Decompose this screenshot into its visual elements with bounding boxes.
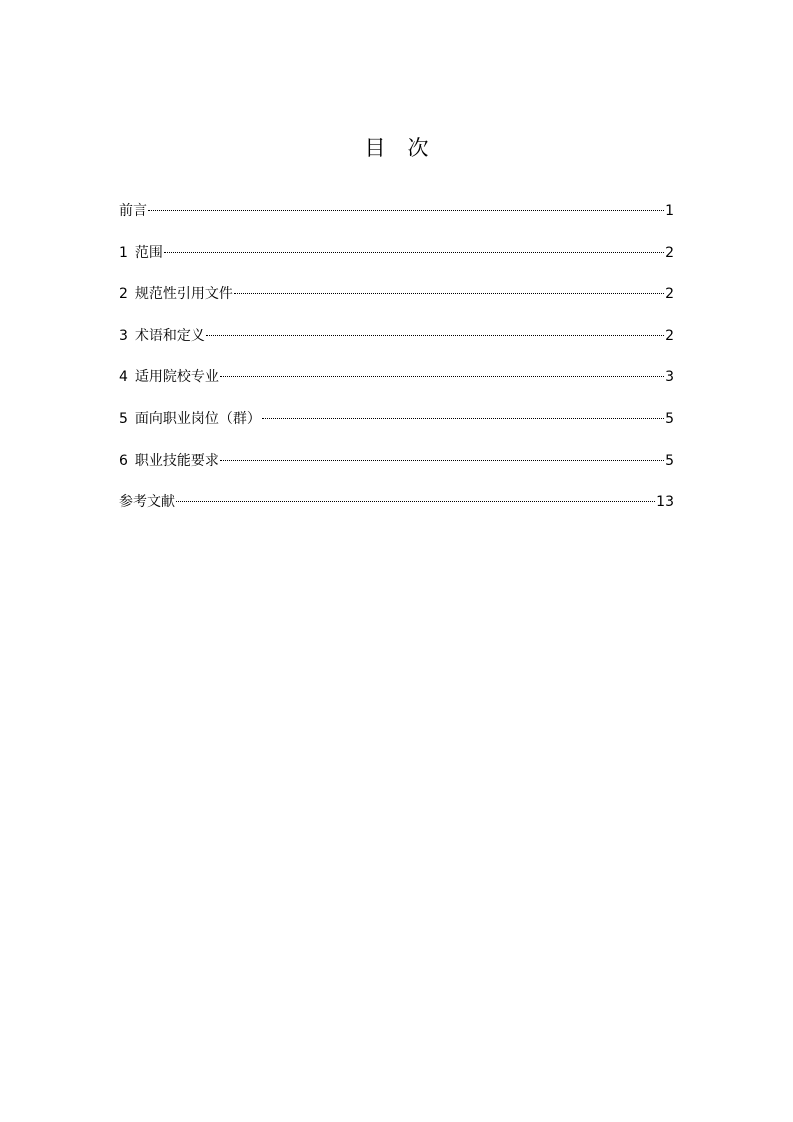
toc-entry-label: 面向职业岗位（群） xyxy=(134,410,261,427)
toc-entry-page: 13 xyxy=(656,494,674,511)
toc-entry-number: 6 xyxy=(119,452,128,469)
toc-entry-foreword[interactable] xyxy=(119,200,674,242)
toc-entry-page: 1 xyxy=(665,203,674,219)
toc-dot-leader xyxy=(220,460,664,461)
toc-entry-label: 职业技能要求 xyxy=(134,452,219,469)
toc-entry-label: 规范性引用文件 xyxy=(134,286,233,303)
toc-dot-leader xyxy=(176,501,655,502)
toc-title-char-2: 次 xyxy=(407,136,429,160)
toc-entry-label: 范围 xyxy=(134,244,163,261)
toc-dot-leader xyxy=(148,210,664,211)
toc-entry-number: 2 xyxy=(119,286,128,303)
toc-entry-normative-references[interactable] xyxy=(119,283,674,325)
toc-dot-leader xyxy=(220,376,664,377)
toc-title-char-1: 目 xyxy=(364,136,386,160)
toc-entry-page: 5 xyxy=(665,452,674,469)
toc-entry-label: 参考文献 xyxy=(119,494,175,511)
toc-entry-page: 3 xyxy=(665,369,674,386)
toc-entry-page: 2 xyxy=(665,286,674,303)
toc-dot-leader xyxy=(234,293,664,294)
toc-entry-label: 适用院校专业 xyxy=(134,369,219,386)
toc-list xyxy=(119,200,674,533)
toc-dot-leader xyxy=(262,418,664,419)
toc-entry-number: 3 xyxy=(119,327,128,344)
toc-dot-leader xyxy=(164,252,664,253)
toc-entry-job-positions[interactable] xyxy=(119,408,674,450)
toc-title xyxy=(0,134,793,162)
toc-entry-page: 2 xyxy=(665,327,674,344)
toc-entry-number: 5 xyxy=(119,410,128,427)
toc-entry-skill-requirements[interactable] xyxy=(119,450,674,492)
toc-entry-terms-definitions[interactable] xyxy=(119,325,674,367)
toc-entry-number: 4 xyxy=(119,369,128,386)
toc-entry-page: 5 xyxy=(665,410,674,427)
toc-entry-label: 术语和定义 xyxy=(134,327,205,344)
toc-entry-applicable-majors[interactable] xyxy=(119,366,674,408)
toc-entry-page: 2 xyxy=(665,244,674,261)
toc-entry-label: 前言 xyxy=(119,203,147,219)
toc-dot-leader xyxy=(206,335,664,336)
toc-entry-scope[interactable] xyxy=(119,242,674,284)
toc-entry-number: 1 xyxy=(119,244,128,261)
toc-entry-references[interactable] xyxy=(119,491,674,533)
